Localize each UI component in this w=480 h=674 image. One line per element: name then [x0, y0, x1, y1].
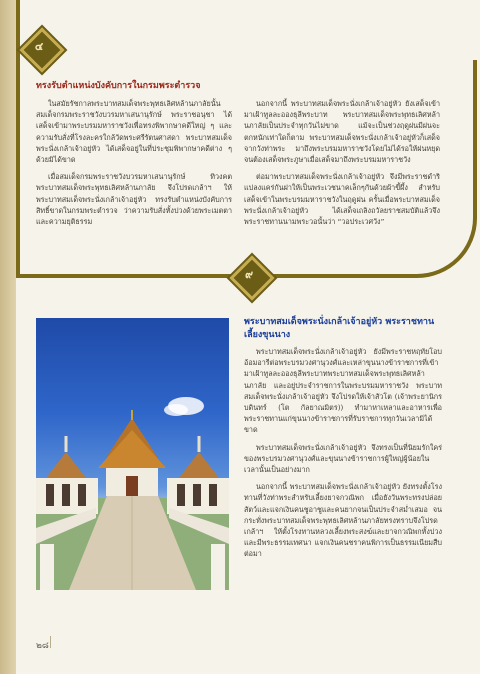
section1-right-column [244, 98, 440, 233]
right-window [209, 484, 217, 506]
center-roof-lower [98, 430, 166, 468]
right-window [193, 484, 201, 506]
right-post [211, 544, 225, 590]
paragraph: นอกจากนี้ พระบาทสมเด็จพระนั่งเกล้าเจ้าอยู่หัว ยังเสด็จเข้ามาเฝ้าทูลละอองธุลีพระบาท พระบาทสมเด็จพระพุทธเลิศหล้านภาลัยเป็นประจำทุกวันไม่ขาด แม้จะเป็นช่วงฤดูฝนมีฝนจะตกหนักเท่าใดก็ตาม พระบาทสมเด็จพระนั่งเกล้าเจ้าอยู่หัวก็เสด็จจากวังท่าพระ มาถึงพระบรมมหาราชวังโดยไม่ได้รอให้ฝนหยุด จนต้องเสด็จพระภูษาเมื่อเสด็จมาถึงพระบรมมหาราชวัง [244, 99, 440, 165]
right-window [177, 484, 185, 506]
section2-column [244, 346, 442, 566]
section2-heading-line2: เลี้ยงขุนนาง [244, 330, 291, 340]
paragraph: เมื่อสมเด็จกรมพระราชวังบวรมหาเสนานุรักษ์ ทิวงคต พระบาทสมเด็จพระพุทธเลิศหล้านภาลัย จึงโปรดเกล้าฯ ให้พระบาทสมเด็จพระนั่งเกล้าเจ้าอยู่หัว ทรงรับตำแหน่งบังคับการสิทธิ์ขาดในกรมพระตำรวจ ว่าความรับสั่งทั้งปวงด้วยพระเมตตาและความยุติธรรม [36, 172, 232, 227]
section2-heading-line1: พระบาทสมเด็จพระนั่งเกล้าเจ้าอยู่หัว พระราชทาน [244, 317, 435, 327]
left-window [46, 484, 54, 506]
left-gold-band [0, 0, 16, 674]
temple-illustration [36, 318, 229, 590]
paragraph: พระบาทสมเด็จพระนั่งเกล้าเจ้าอยู่หัว จึงทรงเป็นที่นิยมรักใคร่ของพระบรมวงศานุวงศ์และขุนนางข้าราชการผู้ใหญ่ผู้น้อยในเวลานั้นเป็นอย่างมาก [244, 442, 442, 475]
left-window [78, 484, 86, 506]
paragraph: พระบาทสมเด็จพระนั่งเกล้าเจ้าอยู่หัว ยังมีพระราชหฤทัยโอบอ้อมอารีต่อพระบรมวงศานุวงศ์และเหล่าขุนนางข้าราชการที่เข้ามาเฝ้าทูลละอองธุลีพระบาทพระบาทสมเด็จพระพุทธเลิศหล้านภาลัย และอยู่ประจำราชการในพระบรมมหาราชวัง พระบาทสมเด็จพระนั่งเกล้าเจ้าอยู่หัว จึงโปรดให้เจ้าสัวโต (เจ้าพระยานิกรบดินทร์ (โต กัลยาณมิตร)) ทำมาหาเหลาและอาหารเพื่อพระราชทานแก่ขุนนางข้าราชการที่รับราชการทุกวันเวลามิได้ขาด [244, 347, 442, 435]
badge-number-middle: ๙ [244, 268, 254, 281]
right-roof [179, 452, 219, 478]
section2-heading [244, 316, 444, 342]
section1-left-column [36, 98, 232, 233]
page-number: ๒๘ [36, 641, 49, 651]
left-window [62, 484, 70, 506]
paragraph: นอกจากนี้ พระบาทสมเด็จพระนั่งเกล้าเจ้าอยู่หัว ยังทรงตั้งโรงทานที่วังท่าพระสำหรับเลี้ยงยาจกวณิพก เมื่อยังวันพระทรงปล่อยสัตว์และแจกเงินคนชูอาชูและคนยากจนเป็นประจำสม่ำเสมอ จนกระทั่งพระบาทสมเด็จพระพุทธเลิศหล้านภาลัยทรงทราบจึงโปรดเกล้าฯ ให้ตั้งโรงทานหลวงเลี้ยงพระสงฆ์และยาจกวณิพกทั้งปวง และมีพระธรรมเทศนา แจกเงินคนชราคนพิการเป็นธรรมเนียมสืบต่อมา [244, 482, 442, 559]
paragraph: ในสมัยรัชกาลพระบาทสมเด็จพระพุทธเลิศหล้านภาลัยนั้น สมเด็จกรมพระราชวังบวรมหาเสนานุรักษ์ พระราชอนุชา ได้เสด็จเข้ามาพระบรมมหาราชวังเพื่อทรงพิพากษาคดีใหญ่ ๆ และความรับสั่งที่โรงละครใกล้วัดพระศรีรัตนศาสดา พระบาทสมเด็จพระนั่งเกล้าเจ้าอยู่หัว ได้เสด็จอยู่ในที่ประชุมพิพากษาคดีต่าง ๆ ด้วยมิได้ขาด [36, 99, 232, 165]
page-number-rule [50, 636, 51, 648]
section1-heading: ทรงรับตำแหน่งบังคับการในกรมพระตำรวจ [36, 81, 201, 91]
left-post [40, 544, 54, 590]
left-roof [46, 452, 86, 478]
badge-number-top: ๔ [34, 40, 44, 53]
temple-photo [36, 318, 229, 590]
paragraph: ต่อมาพระบาทสมเด็จพระนั่งเกล้าเจ้าอยู่หัว จึงมีพระราชดำริแปลงแคร่กันฝาให้เป็นพระเวชนาคเล็กๆกันด้วยผ้าขี้ผึ้ง สำหรับเสด็จเข้าในพระบรมมหาราชวังในฤดูฝน ครั้นเมื่อพระบาทสมเด็จพระนั่งเกล้าเจ้าอยู่หัว ได้เสด็จเถลิงถวัลยราชสมบัติแล้วจึงพระราชทานนามพระวอนั้นว่า “วอประเวศวัง” [244, 172, 440, 227]
cloud-shape [164, 404, 188, 416]
center-hall-door [126, 476, 138, 496]
